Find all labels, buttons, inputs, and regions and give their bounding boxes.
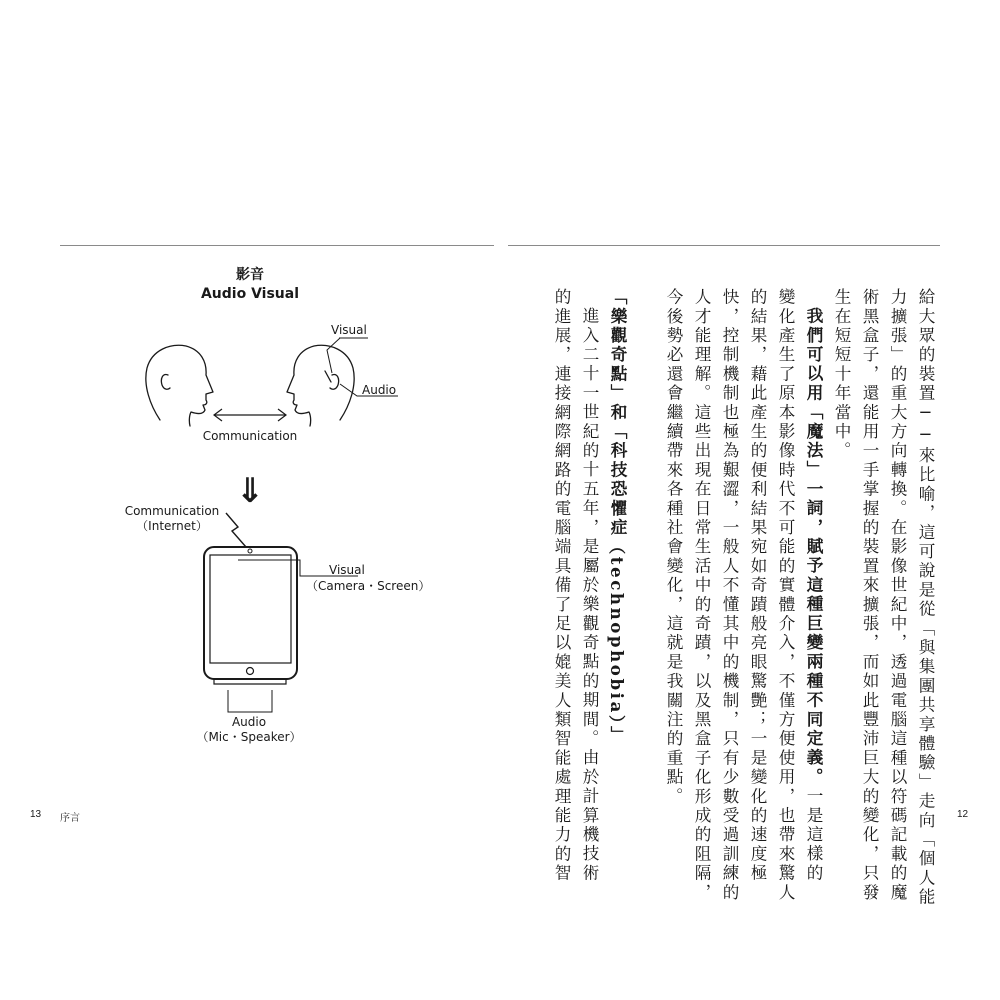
text-column-main: 變化產生了原本影像時代不可能的實體介入，不僅方便使用，也帶來驚人 (776, 288, 795, 903)
label-communication-left: Communication (124, 504, 220, 518)
label-camera-screen: （Camera・Screen） (306, 579, 431, 593)
section-label-left: 序言 (60, 813, 80, 824)
text-column (578, 288, 600, 883)
label-audio-bottom: Audio (231, 715, 267, 729)
page-number-left: 13 (30, 809, 42, 820)
text-column (914, 288, 936, 908)
text-column (858, 288, 880, 903)
text-column (746, 288, 768, 884)
section-heading (606, 288, 628, 768)
text-column-main: 術黑盒子，還能用一手掌握的裝置來擴張，而如此豐沛巨大的變化，只發 (860, 288, 879, 903)
label-communication-mid: Communication (202, 429, 298, 443)
text-column (662, 288, 684, 807)
text-column (802, 288, 824, 883)
text-column-main: 生在短短十年當中。 (832, 288, 851, 461)
text-column (886, 288, 908, 903)
label-audio-top: Audio (362, 383, 397, 397)
text-column-tail: 一是這樣的 (804, 787, 823, 883)
page-number-right: 12 (957, 809, 969, 820)
tablet-icon (204, 547, 297, 684)
label-internet: （Internet） (136, 519, 208, 533)
text-column (774, 288, 796, 903)
text-column-main: 的進展，連接網際網路的電腦端具備了足以媲美人類智能處理能力的智 (552, 288, 571, 884)
label-visual-side: Visual (329, 563, 365, 577)
text-column-main: 進入二十一世紀的十五年，是屬於樂觀奇點的期間。由於計算機技術 (580, 307, 599, 883)
label-mic-speaker: （Mic・Speaker） (196, 730, 302, 744)
figure-title-en: Audio Visual (200, 286, 300, 302)
text-column (550, 288, 572, 884)
header-rule-right (508, 245, 940, 246)
signal-zigzag-icon (226, 513, 246, 547)
text-column (830, 288, 852, 768)
text-column-main: 人才能理解。這些出現在日常生活中的奇蹟，以及黑盒子化形成的阻隔， (692, 288, 711, 903)
text-column-main: 今後勢必還會繼續帶來各種社會變化，這就是我關注的重點。 (664, 288, 683, 807)
figure-title-zh: 影音 (236, 267, 264, 283)
text-column (718, 288, 740, 903)
text-column-main: 給大眾的裝置──來比喻，這可說是從「與集團共享體驗」走向「個人能 (916, 288, 935, 908)
heading-close-bracket: 」 (608, 725, 627, 746)
text-column-main: 我們可以用「魔法」一詞，賦予這種巨變兩種不同定義。 (804, 307, 823, 787)
left-head-icon (146, 345, 213, 426)
text-column-main: 力擴張」的重大方向轉換。在影像世紀中，透過電腦這種以符碼記載的魔 (888, 288, 907, 903)
text-column-main: 「樂觀奇點」和「科技恐懼症 (608, 288, 627, 538)
down-double-arrow-icon: ⇓ (235, 471, 265, 511)
communication-arrow-icon (214, 409, 286, 421)
heading-latin-term: （technophobia） (607, 537, 627, 726)
text-column (690, 288, 712, 903)
text-column-main: 快，控制機制也極為艱澀，一般人不懂其中的機制，只有少數受過訓練的 (720, 288, 739, 903)
label-visual-top: Visual (331, 323, 367, 337)
text-column-main: 的結果，藉此產生的便利結果宛如奇蹟般亮眼驚艷；一是變化的速度極 (748, 288, 767, 884)
right-head-icon (287, 345, 354, 426)
leader-audio-bottom (228, 690, 272, 712)
